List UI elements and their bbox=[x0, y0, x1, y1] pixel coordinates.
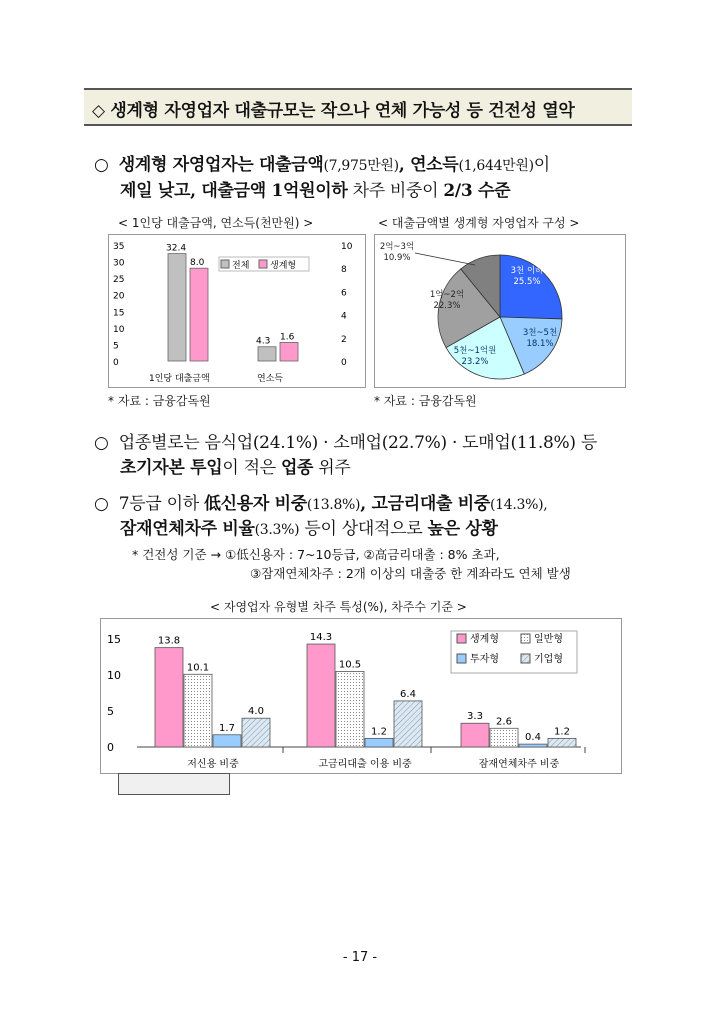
y-right-tick-label: 0 bbox=[341, 358, 347, 368]
bullet-1-loan-amount: (7,975만원) bbox=[323, 158, 399, 174]
y-left-tick-label: 5 bbox=[113, 341, 119, 352]
data-label: 2.6 bbox=[496, 716, 512, 728]
pie-slice-value: 25.5% bbox=[513, 277, 541, 287]
y-right-tick-label: 4 bbox=[341, 311, 347, 322]
bullet-2-text: 업종별로는 음식업(24.1%) · 소매업(22.7%) · 도매업(11.8%) 등 bbox=[118, 433, 597, 453]
pie-slice-label: 3천~5천 bbox=[522, 328, 558, 338]
data-label: 6.4 bbox=[400, 688, 416, 700]
legend-swatch bbox=[521, 654, 530, 663]
y-tick-label: 5 bbox=[107, 705, 114, 718]
pie-slice-value: 22.3% bbox=[433, 301, 461, 311]
bullet-2-bold-2: 업종 bbox=[280, 458, 314, 478]
bar-2 bbox=[519, 744, 547, 747]
y-right-tick-label: 10 bbox=[341, 242, 353, 252]
bar-1 bbox=[490, 728, 518, 747]
bar-total bbox=[258, 347, 276, 361]
y-left-tick-label: 15 bbox=[113, 308, 125, 319]
bullet-2-line-2 bbox=[120, 453, 351, 478]
data-label: 1.2 bbox=[371, 726, 387, 738]
data-label: 32.4 bbox=[166, 243, 187, 254]
legend-label: 기업형 bbox=[534, 654, 563, 665]
bullet-1-line-1 bbox=[94, 150, 550, 175]
x-tick-label: 잠재연체차주 비중 bbox=[478, 759, 560, 770]
legend-label-total: 전체 bbox=[232, 261, 250, 271]
bullet-2-line-1 bbox=[94, 428, 597, 453]
page-number: - 17 - bbox=[342, 950, 378, 965]
data-label: 10.5 bbox=[338, 659, 362, 671]
legend-swatch-total bbox=[221, 260, 229, 268]
y-left-tick-label: 10 bbox=[113, 324, 125, 335]
y-left-tick-label: 30 bbox=[113, 258, 125, 269]
chart-2-caption: < 대출금액별 생계형 자영업자 구성 > bbox=[378, 216, 580, 230]
data-label: 10.1 bbox=[186, 662, 210, 674]
data-label: 0.4 bbox=[525, 732, 541, 744]
x-tick-label: 연소득 bbox=[257, 374, 284, 384]
y-left-tick-label: 35 bbox=[113, 242, 125, 252]
criteria-note-2: ③잠재연체차주 : 2개 이상의 대출중 한 계좌라도 연체 발생 bbox=[250, 566, 571, 581]
bar-0 bbox=[155, 648, 183, 747]
legend-swatch bbox=[457, 634, 466, 643]
data-label: 4.3 bbox=[256, 336, 271, 347]
bullet-3-line-2 bbox=[120, 514, 498, 539]
section-title-text: 생계형 자영업자 대출규모는 작으나 연체 가능성 등 건전성 열악 bbox=[110, 101, 575, 121]
x-tick-label: 고금리대출 이용 비중 bbox=[318, 759, 412, 770]
chart-1-caption: < 1인당 대출금액, 연소득(천만원) > bbox=[118, 216, 314, 230]
chart-3-frame bbox=[100, 618, 622, 774]
section-title bbox=[92, 96, 575, 121]
bullet-1-line-2-bold: 제일 낮고, 대출금액 1억원이하 bbox=[120, 181, 348, 201]
y-left-tick-label: 25 bbox=[113, 275, 125, 286]
bullet-1-line-2-text: 차주 비중이 bbox=[347, 181, 444, 201]
bullet-3-bold-1: 低신용자 비중 bbox=[203, 494, 307, 514]
bar-2 bbox=[365, 738, 393, 747]
bullet-3-text: 7등급 이하 bbox=[118, 494, 204, 514]
legend-swatch-livelihood bbox=[259, 260, 267, 268]
pie-slice-label: 3천 이하 bbox=[510, 266, 544, 276]
bar-3 bbox=[548, 738, 576, 747]
x-tick-label: 저신용 비중 bbox=[187, 759, 239, 770]
y-tick-label: 15 bbox=[107, 633, 121, 646]
pie-slice-label: 5천~1억원 bbox=[453, 346, 497, 356]
footer-box bbox=[118, 773, 230, 795]
bullet-3-value-2: (14.3%), bbox=[489, 497, 548, 513]
data-label: 13.8 bbox=[157, 635, 181, 647]
bullet-3-line-1 bbox=[94, 489, 547, 514]
data-label: 14.3 bbox=[309, 632, 333, 644]
data-label: 4.0 bbox=[248, 706, 264, 718]
data-label: 1.6 bbox=[280, 332, 295, 343]
bullet-2-bold-1: 초기자본 투입 bbox=[120, 458, 223, 478]
y-right-tick-label: 6 bbox=[341, 288, 347, 299]
bullet-3-value-1: (13.8%) bbox=[306, 497, 361, 513]
chart-1-frame bbox=[108, 234, 366, 388]
bullet-3-bold-2: , 고금리대출 비중 bbox=[360, 494, 490, 514]
bar-livelihood bbox=[190, 268, 208, 361]
bar-0 bbox=[461, 723, 489, 747]
chart-2-frame bbox=[374, 234, 626, 388]
data-label: 1.2 bbox=[554, 726, 570, 738]
bullet-marker: ○ bbox=[94, 433, 109, 453]
chart-1-source: * 자료 : 금융감독원 bbox=[108, 394, 211, 408]
bar-3 bbox=[394, 701, 422, 747]
bar-total bbox=[168, 254, 186, 361]
legend-label: 일반형 bbox=[534, 634, 563, 645]
bullet-3-bold-3: 잠재연체차주 비율 bbox=[120, 519, 255, 539]
pie-slice-label: 2억~3억 bbox=[379, 242, 415, 252]
legend-label: 투자형 bbox=[470, 654, 499, 665]
bullet-1-text-bold: 생계형 자영업자는 대출금액 bbox=[118, 155, 324, 175]
legend-label-livelihood: 생계형 bbox=[270, 261, 297, 271]
legend-swatch bbox=[457, 654, 466, 663]
bullet-marker: ○ bbox=[94, 155, 109, 175]
x-tick-label: 1인당 대출금액 bbox=[149, 374, 210, 384]
diamond-icon: ◇ bbox=[92, 101, 105, 121]
bullet-1-text-bold-2: , 연소득 bbox=[398, 155, 459, 175]
chart-2-source: * 자료 : 금융감독원 bbox=[374, 394, 477, 408]
bar-2 bbox=[213, 735, 241, 747]
pie-slice-value: 10.9% bbox=[383, 253, 411, 263]
data-label: 3.3 bbox=[467, 711, 483, 723]
chart-1-svg bbox=[109, 235, 365, 387]
y-right-tick-label: 2 bbox=[341, 334, 347, 345]
bar-0 bbox=[307, 644, 335, 747]
y-right-tick-label: 8 bbox=[341, 265, 347, 276]
chart-3-svg bbox=[101, 619, 621, 773]
bullet-1-line-2-end: 수준 bbox=[472, 181, 511, 201]
chart-3-caption: < 자영업자 유형별 차주 특성(%), 차주수 기준 > bbox=[210, 600, 467, 614]
data-label: 8.0 bbox=[190, 258, 205, 269]
legend-label: 생계형 bbox=[470, 634, 499, 645]
bullet-2-text-3: 위주 bbox=[313, 458, 351, 478]
y-tick-label: 10 bbox=[107, 669, 121, 682]
bar-1 bbox=[184, 674, 212, 747]
bar-3 bbox=[242, 718, 270, 747]
bullet-2-text-2: 이 적은 bbox=[222, 458, 281, 478]
bar-livelihood bbox=[280, 342, 298, 361]
y-tick-label: 0 bbox=[107, 741, 114, 754]
legend-swatch bbox=[521, 634, 530, 643]
bullet-1-line-2 bbox=[120, 176, 510, 201]
y-left-tick-label: 20 bbox=[113, 291, 125, 302]
bullet-marker: ○ bbox=[94, 494, 109, 514]
bullet-1-income: (1,644만원) bbox=[458, 158, 534, 174]
bullet-3-text-2: 등이 상대적으로 bbox=[299, 519, 428, 539]
data-label: 1.7 bbox=[219, 722, 235, 734]
bar-1 bbox=[336, 671, 364, 747]
bullet-1-text: 이 bbox=[533, 155, 550, 175]
bullet-3-value-3: (3.3%) bbox=[254, 522, 300, 538]
bullet-3-bold-4: 높은 상황 bbox=[427, 519, 498, 539]
y-left-tick-label: 0 bbox=[113, 358, 119, 368]
chart-2-svg bbox=[375, 235, 625, 387]
pie-slice-value: 23.2% bbox=[461, 357, 489, 367]
bullet-1-line-2-ratio: 2/3 bbox=[443, 181, 473, 201]
pie-slice-value: 18.1% bbox=[526, 339, 554, 349]
pie-slice-label: 1억~2억 bbox=[429, 290, 465, 300]
leader-line bbox=[415, 253, 475, 265]
criteria-note-1: * 건전성 기준 → ①低신용자 : 7~10등급, ②高금리대출 : 8% 초과, bbox=[132, 547, 500, 562]
